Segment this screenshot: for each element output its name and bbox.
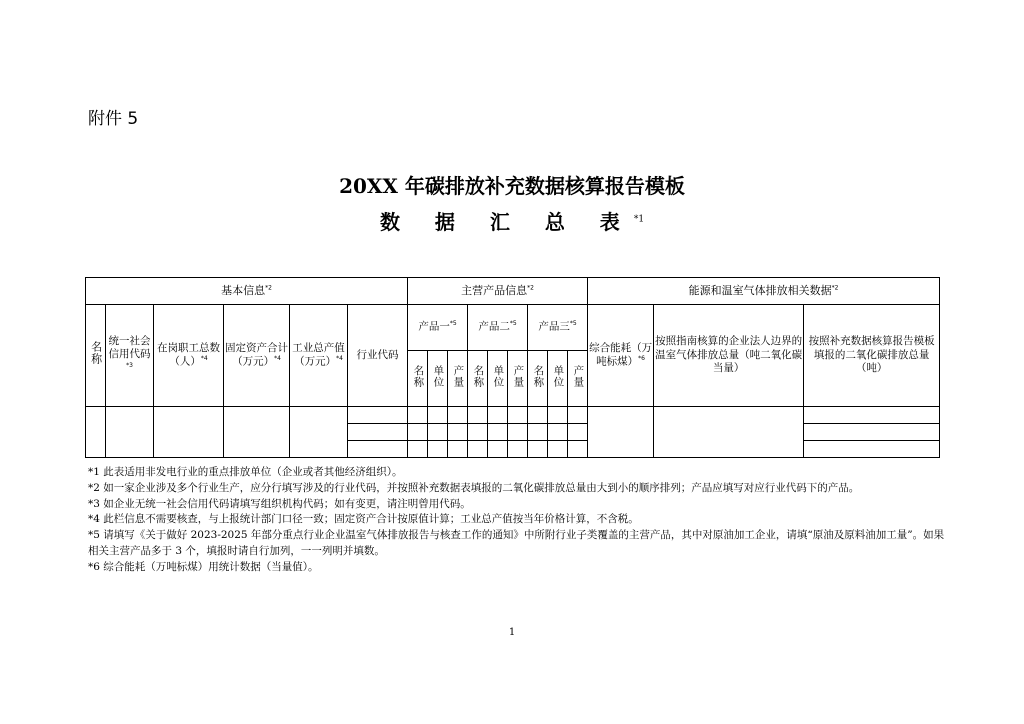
footnote: *2 如一家企业涉及多个行业生产，应分行填写涉及的行业代码，并按照补充数据表填报的二氧化碳排放总量由大到小的顺序排列；产品应填写对应行业代码下的产品。 <box>88 481 860 494</box>
data-cell[interactable] <box>448 441 468 458</box>
product-sub-qty: 产量 <box>568 351 588 407</box>
data-cell[interactable] <box>488 407 508 424</box>
product-sub-unit: 单位 <box>428 351 448 407</box>
data-cell[interactable] <box>488 441 508 458</box>
data-cell[interactable] <box>804 441 940 458</box>
data-cell[interactable] <box>408 407 428 424</box>
data-cell[interactable] <box>448 424 468 441</box>
data-summary-table <box>85 277 940 458</box>
data-cell[interactable] <box>86 407 106 458</box>
product-sub-unit: 单位 <box>548 351 568 407</box>
page-title: 20XX 年碳排放补充数据核算报告模板 <box>339 174 685 198</box>
data-cell[interactable] <box>448 407 468 424</box>
col-product-2: 产品二$^{*5}$ <box>468 305 528 351</box>
data-cell[interactable] <box>428 441 448 458</box>
footnote: *6 综合能耗（万吨标煤）用统计数据（当量值）。 <box>88 560 319 573</box>
data-cell[interactable] <box>508 424 528 441</box>
col-staff: 在岗职工总数（人）$^{*4}$ <box>154 305 224 407</box>
data-cell[interactable] <box>654 407 804 458</box>
subtitle-footnote-mark: *1 <box>633 214 645 225</box>
col-credit-code: 统一社会信用代码$^{*3}$ <box>106 305 154 407</box>
data-cell[interactable] <box>224 407 290 458</box>
col-energy-use: 综合能耗（万吨标煤）$^{*6}$ <box>588 305 654 407</box>
data-cell[interactable] <box>548 407 568 424</box>
product-sub-name: 名称 <box>408 351 428 407</box>
page-number: 1 <box>508 627 516 638</box>
data-cell[interactable] <box>428 424 448 441</box>
data-cell[interactable] <box>528 424 548 441</box>
footnote: *4 此栏信息不需要核查，与上报统计部门口径一致；固定资产合计按原值计算；工业总产值按当年价格计算，不含税。 <box>88 513 639 526</box>
data-cell[interactable] <box>588 407 654 458</box>
col-assets: 固定资产合计（万元）$^{*4}$ <box>224 305 290 407</box>
data-cell[interactable] <box>568 424 588 441</box>
data-cell[interactable] <box>508 441 528 458</box>
attachment-label: 附件 5 <box>88 109 139 129</box>
data-cell[interactable] <box>568 441 588 458</box>
data-cell[interactable] <box>804 424 940 441</box>
data-cell[interactable] <box>290 407 348 458</box>
data-cell[interactable] <box>408 424 428 441</box>
col-name: 名称 <box>86 305 106 407</box>
data-cell[interactable] <box>548 441 568 458</box>
footnote: *1 此表适用非发电行业的重点排放单位（企业或者其他经济组织）。 <box>88 466 403 478</box>
data-cell[interactable] <box>548 424 568 441</box>
col-output: 工业总产值（万元）$^{*4}$ <box>290 305 348 407</box>
product-sub-name: 名称 <box>468 351 488 407</box>
data-cell[interactable] <box>348 441 408 458</box>
data-cell[interactable] <box>348 424 408 441</box>
col-guide-emission: 按照指南核算的企业法人边界的温室气体排放总量（吨二氧化碳当量） <box>654 305 804 407</box>
col-product-1: 产品一$^{*5}$ <box>408 305 468 351</box>
group-header-products: 主营产品信息$^{*2}$ <box>408 278 588 305</box>
data-cell[interactable] <box>528 407 548 424</box>
col-template-emission: 按照补充数据核算报告模板填报的二氧化碳排放总量（吨） <box>804 305 940 407</box>
subtitle-text: 数 据 汇 总 表 <box>379 210 634 234</box>
data-cell[interactable] <box>154 407 224 458</box>
footnote: *5 请填写《关于做好 2023-2025 年部分重点行业企业温室气体排放报告与核查工作的通知》中所附行业子类覆盖的主营产品，其中对原油加工企业，请填“原油及原料油加工量”。如果相关主营产品多于 3 个，填报时请自行加列，一一列明并填数。 <box>88 529 945 557</box>
col-industry-code: 行业代码 <box>348 305 408 407</box>
data-cell[interactable] <box>106 407 154 458</box>
data-cell[interactable] <box>528 441 548 458</box>
product-sub-qty: 产量 <box>508 351 528 407</box>
data-cell[interactable] <box>408 441 428 458</box>
data-cell[interactable] <box>468 407 488 424</box>
product-sub-qty: 产量 <box>448 351 468 407</box>
product-sub-name: 名称 <box>528 351 548 407</box>
footnotes <box>88 465 948 575</box>
data-cell[interactable] <box>488 424 508 441</box>
group-header-basic: 基本信息$^{*2}$ <box>86 278 408 305</box>
data-cell[interactable] <box>568 407 588 424</box>
data-cell[interactable] <box>468 424 488 441</box>
data-cell[interactable] <box>348 407 408 424</box>
footnote: *3 如企业无统一社会信用代码请填写组织机构代码；如有变更，请注明曾用代码。 <box>88 497 471 510</box>
data-cell[interactable] <box>804 407 940 424</box>
data-cell[interactable] <box>428 407 448 424</box>
col-product-3: 产品三$^{*5}$ <box>528 305 588 351</box>
data-cell[interactable] <box>508 407 528 424</box>
product-sub-unit: 单位 <box>488 351 508 407</box>
data-cell[interactable] <box>468 441 488 458</box>
group-header-energy: 能源和温室气体排放相关数据$^{*2}$ <box>588 278 940 305</box>
page-subtitle <box>0 206 1024 235</box>
